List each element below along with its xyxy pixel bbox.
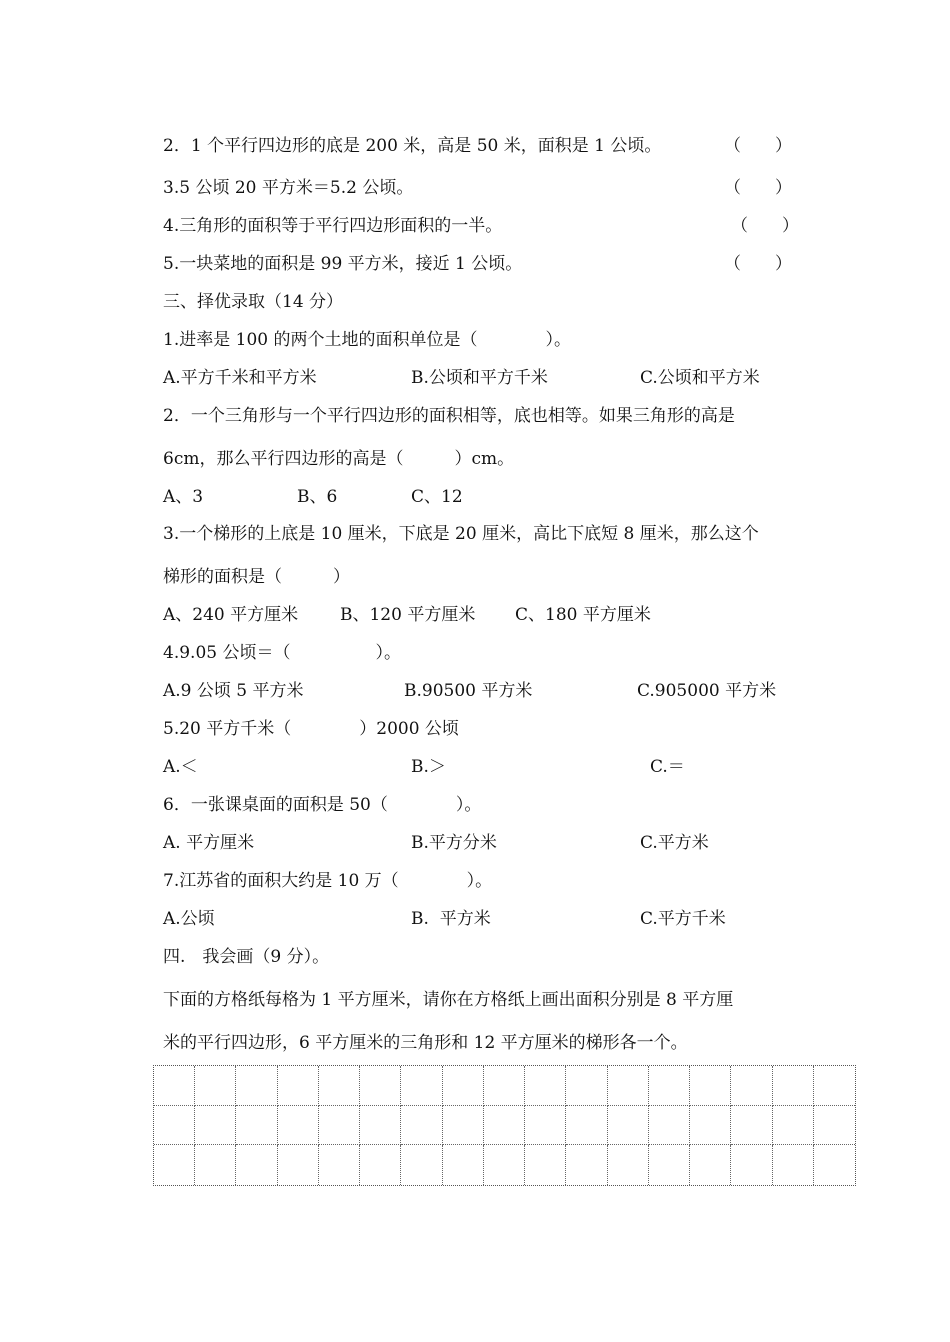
option-c[interactable]: C.公顷和平方米	[640, 368, 760, 388]
grid-cell[interactable]	[443, 1066, 484, 1106]
option-b[interactable]: B.平方分米	[411, 833, 497, 853]
grid-cell[interactable]	[690, 1106, 731, 1146]
grid-cell[interactable]	[814, 1106, 855, 1146]
grid-cell[interactable]	[195, 1106, 236, 1146]
judge-item-5: 5.一块菜地的面积是 99 平方米，接近 1 公顷。	[163, 254, 523, 274]
question-stem: 1.进率是 100 的两个土地的面积单位是（ ）。	[163, 330, 571, 350]
grid-cell[interactable]	[649, 1145, 690, 1185]
section-heading: 三、择优录取（14 分）	[163, 292, 344, 312]
grid-cell[interactable]	[608, 1066, 649, 1106]
grid-cell[interactable]	[525, 1106, 566, 1146]
option-a[interactable]: A.公顷	[163, 909, 215, 929]
grid-cell[interactable]	[443, 1106, 484, 1146]
grid-cell[interactable]	[401, 1066, 442, 1106]
grid-cell[interactable]	[484, 1066, 525, 1106]
question-stem-cont: 6cm，那么平行四边形的高是（ ）cm。	[163, 449, 515, 469]
grid-cell[interactable]	[608, 1145, 649, 1185]
grid-cell[interactable]	[608, 1106, 649, 1146]
option-b[interactable]: B、6	[297, 487, 338, 507]
grid-cell[interactable]	[814, 1145, 855, 1185]
option-c[interactable]: C.平方千米	[640, 909, 726, 929]
grid-cell[interactable]	[195, 1145, 236, 1185]
grid-cell[interactable]	[690, 1066, 731, 1106]
answer-paren[interactable]: （ ）	[724, 254, 792, 274]
option-b[interactable]: B. 平方米	[411, 909, 491, 929]
grid-cell[interactable]	[154, 1106, 195, 1146]
option-a[interactable]: A、3	[163, 487, 204, 507]
option-b[interactable]: B.90500 平方米	[404, 681, 533, 701]
grid-cell[interactable]	[236, 1066, 277, 1106]
grid-cell[interactable]	[319, 1145, 360, 1185]
option-a[interactable]: A. 平方厘米	[163, 833, 255, 853]
grid-cell[interactable]	[401, 1145, 442, 1185]
grid-cell[interactable]	[360, 1106, 401, 1146]
grid-cell[interactable]	[773, 1066, 814, 1106]
option-c[interactable]: C.平方米	[640, 833, 709, 853]
grid-cell[interactable]	[484, 1145, 525, 1185]
grid-cell[interactable]	[443, 1145, 484, 1185]
grid-cell[interactable]	[195, 1066, 236, 1106]
option-a[interactable]: A.＜	[163, 757, 198, 777]
answer-paren[interactable]: （ ）	[724, 136, 792, 156]
instruction-text: 米的平行四边形，6 平方厘米的三角形和 12 平方厘米的梯形各一个。	[163, 1033, 688, 1053]
grid-cell[interactable]	[814, 1066, 855, 1106]
grid-cell[interactable]	[154, 1145, 195, 1185]
grid-cell[interactable]	[360, 1066, 401, 1106]
option-a[interactable]: A、240 平方厘米	[163, 605, 299, 625]
grid-cell[interactable]	[525, 1066, 566, 1106]
grid-cell[interactable]	[566, 1066, 607, 1106]
grid-cell[interactable]	[773, 1145, 814, 1185]
option-a[interactable]: A.9 公顷 5 平方米	[163, 681, 304, 701]
option-b[interactable]: B.公顷和平方千米	[411, 368, 548, 388]
instruction-text: 下面的方格纸每格为 1 平方厘米，请你在方格纸上画出面积分别是 8 平方厘	[163, 990, 734, 1010]
grid-cell[interactable]	[731, 1145, 772, 1185]
grid-cell[interactable]	[236, 1106, 277, 1146]
option-c[interactable]: C、180 平方厘米	[515, 605, 651, 625]
option-a[interactable]: A.平方千米和平方米	[163, 368, 317, 388]
option-c[interactable]: C.＝	[650, 757, 685, 777]
grid-cell[interactable]	[360, 1145, 401, 1185]
answer-paren[interactable]: （ ）	[731, 216, 799, 236]
option-c[interactable]: C、12	[411, 487, 463, 507]
grid-cell[interactable]	[649, 1106, 690, 1146]
grid-cell[interactable]	[731, 1106, 772, 1146]
question-stem: 3.一个梯形的上底是 10 厘米，下底是 20 厘米，高比下底短 8 厘米，那么这个	[163, 524, 759, 544]
grid-cell[interactable]	[278, 1106, 319, 1146]
grid-cell[interactable]	[525, 1145, 566, 1185]
option-b[interactable]: B.＞	[411, 757, 446, 777]
grid-cell[interactable]	[154, 1066, 195, 1106]
question-stem: 2．一个三角形与一个平行四边形的面积相等，底也相等。如果三角形的高是	[163, 406, 735, 426]
grid-cell[interactable]	[278, 1145, 319, 1185]
section-heading: 四. 我会画（9 分）。	[163, 947, 330, 967]
grid-cell[interactable]	[401, 1106, 442, 1146]
grid-cell[interactable]	[319, 1066, 360, 1106]
question-stem: 6．一张课桌面的面积是 50（ ）。	[163, 795, 482, 815]
grid-cell[interactable]	[566, 1145, 607, 1185]
judge-item-4: 4.三角形的面积等于平行四边形面积的一半。	[163, 216, 503, 236]
question-stem: 5.20 平方千米（ ）2000 公顷	[163, 719, 459, 739]
question-stem-cont: 梯形的面积是（ ）	[163, 567, 350, 587]
answer-paren[interactable]: （ ）	[724, 178, 792, 198]
grid-cell[interactable]	[319, 1106, 360, 1146]
question-stem: 4.9.05 公顷＝（ ）。	[163, 643, 401, 663]
square-grid-paper[interactable]	[153, 1065, 856, 1186]
grid-cell[interactable]	[690, 1145, 731, 1185]
judge-item-2: 2．1 个平行四边形的底是 200 米，高是 50 米，面积是 1 公顷。	[163, 136, 662, 156]
question-stem: 7.江苏省的面积大约是 10 万（ ）。	[163, 871, 493, 891]
grid-cell[interactable]	[773, 1106, 814, 1146]
option-b[interactable]: B、120 平方厘米	[340, 605, 476, 625]
grid-cell[interactable]	[649, 1066, 690, 1106]
grid-cell[interactable]	[278, 1066, 319, 1106]
grid-cell[interactable]	[566, 1106, 607, 1146]
judge-item-3: 3.5 公顷 20 平方米＝5.2 公顷。	[163, 178, 414, 198]
grid-cell[interactable]	[484, 1106, 525, 1146]
option-c[interactable]: C.905000 平方米	[637, 681, 777, 701]
grid-cell[interactable]	[731, 1066, 772, 1106]
grid-cell[interactable]	[236, 1145, 277, 1185]
